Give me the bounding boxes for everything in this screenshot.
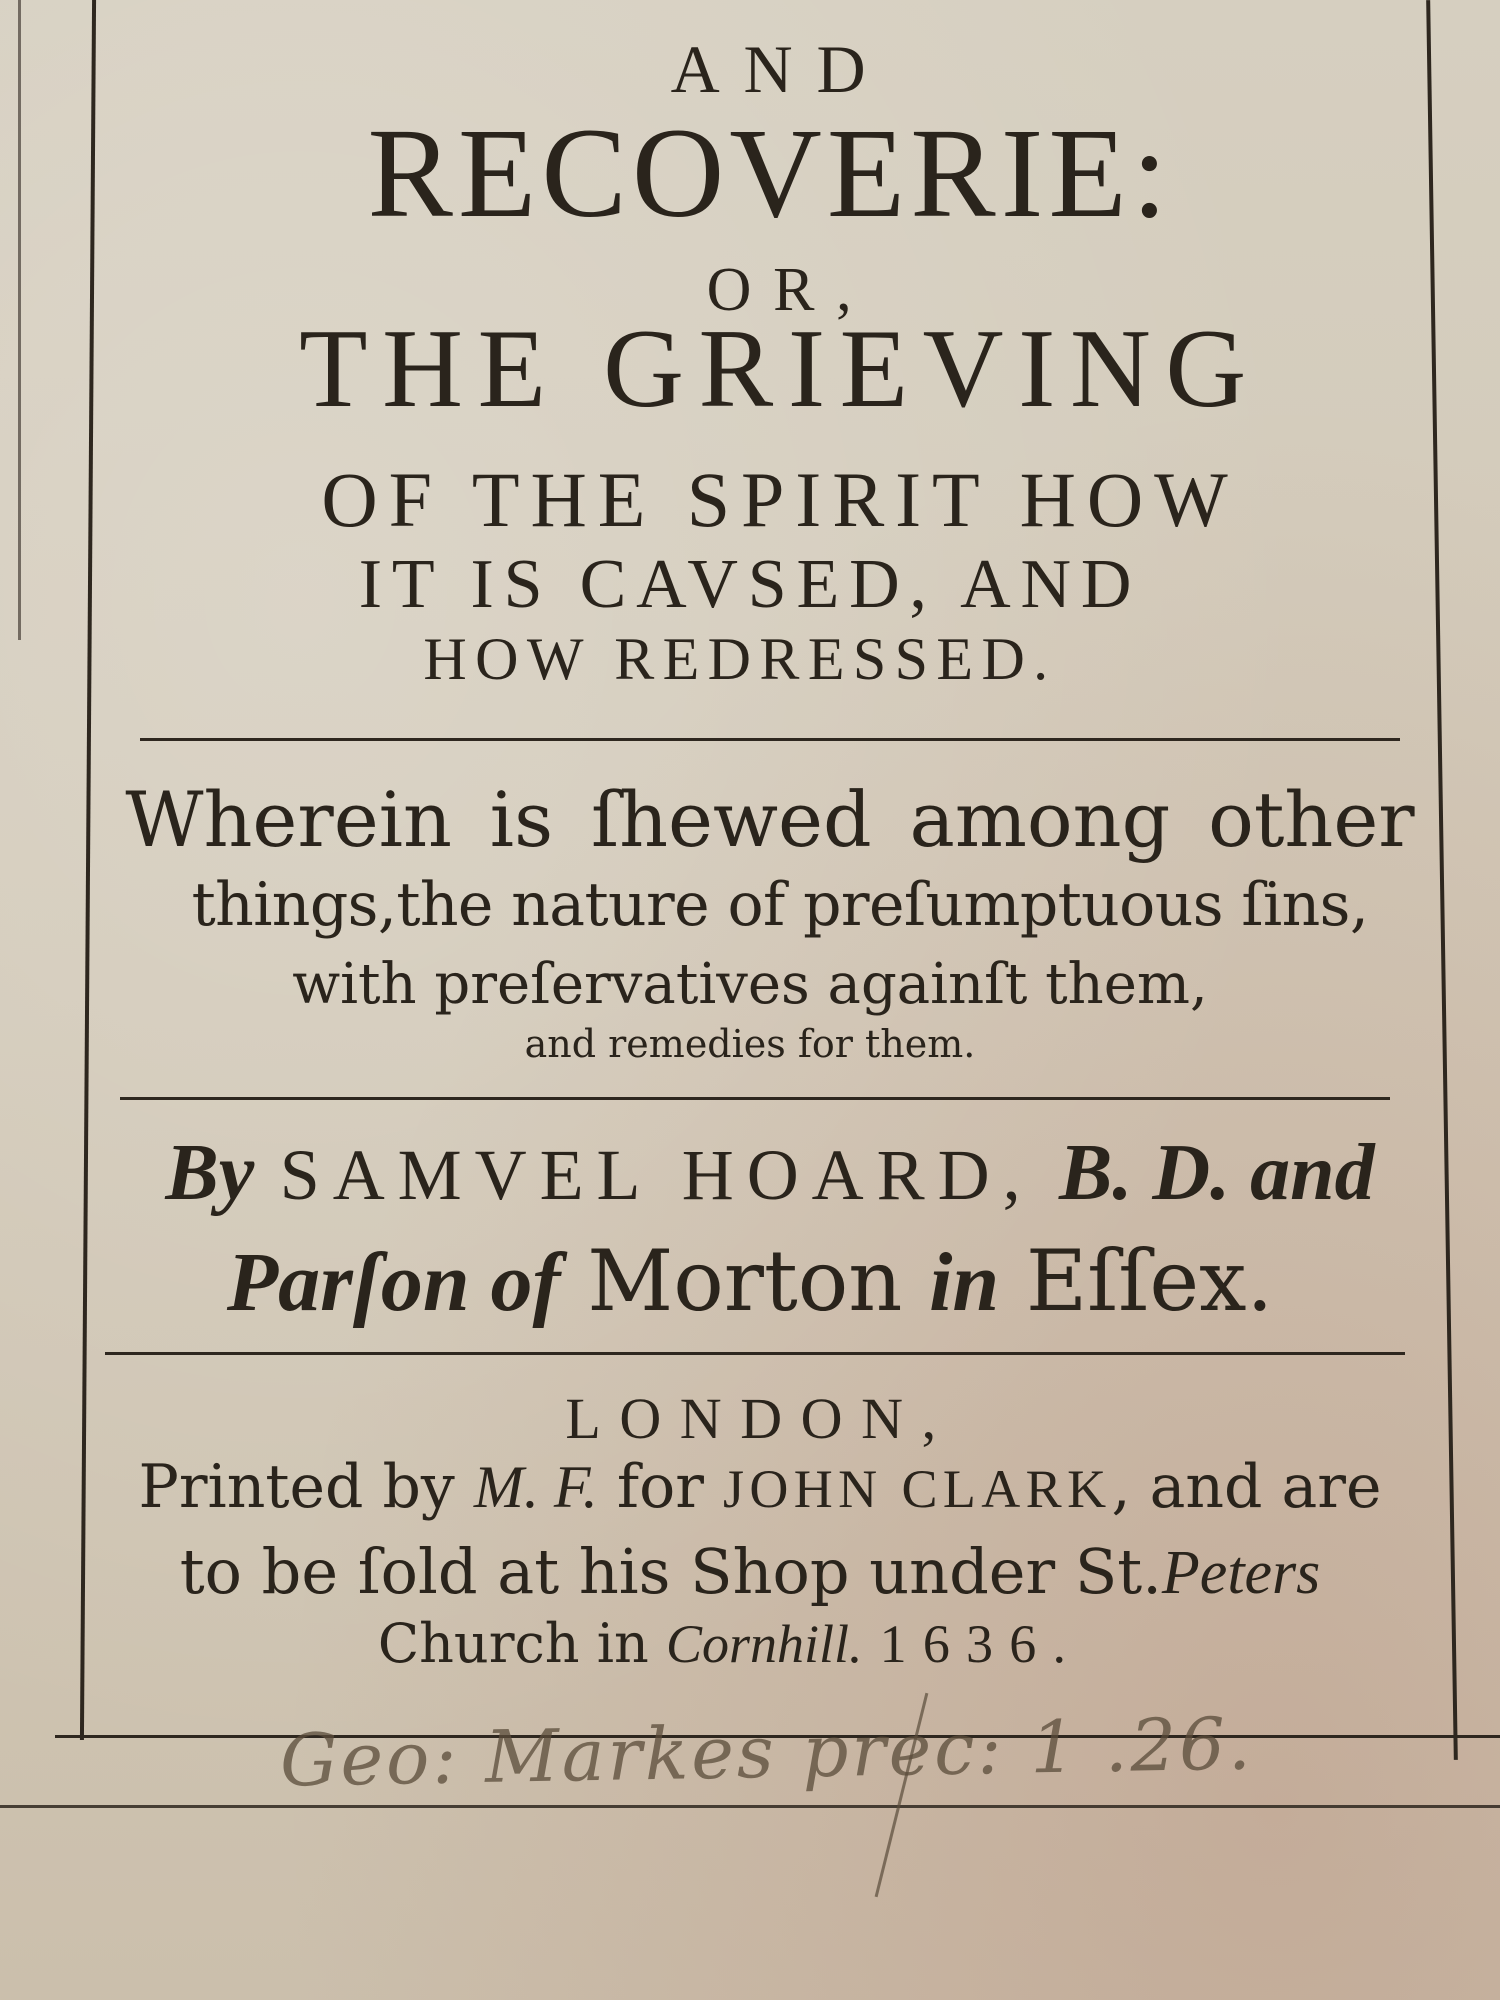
- divider-3: [105, 1352, 1405, 1355]
- imprint-street: Cornhill.: [665, 1614, 863, 1674]
- imprint-line-2: [0, 1535, 1500, 1609]
- divider-2: [120, 1097, 1390, 1100]
- title-spirit: OF THE SPIRIT HOW: [321, 456, 1239, 543]
- imprint-line-1: [10, 1452, 1500, 1522]
- imprint-city: LONDON,: [565, 1386, 955, 1451]
- imprint-and-are: , and are: [1111, 1452, 1382, 1522]
- imprint-bookseller: JOHN CLARK: [722, 1459, 1112, 1519]
- author-degree: B. D. and: [1058, 1129, 1375, 1217]
- imprint-year: 1636.: [879, 1614, 1083, 1674]
- description-line-4: and remedies for them.: [524, 1022, 976, 1066]
- title-redressed: HOW REDRESSED.: [423, 626, 1057, 692]
- imprint-church: Church in: [377, 1612, 649, 1675]
- author-place: Morton: [587, 1232, 903, 1330]
- author-in: in: [929, 1236, 1000, 1329]
- divider-1: [140, 738, 1400, 741]
- description-line-2: things,the nature of preſumptuous ſins,: [191, 870, 1369, 940]
- title-or: OR,: [706, 256, 874, 324]
- handwritten-inscription: Geo: Markes prec: 1 .26.: [279, 1701, 1255, 1803]
- imprint-printed-by: Printed by: [138, 1452, 455, 1522]
- author-name: SAMVEL HOARD,: [279, 1135, 1034, 1215]
- title-grieving: THE GRIEVING: [299, 307, 1261, 431]
- title-recoverie: RECOVERIE:: [367, 102, 1173, 244]
- author-parson: Parſon of: [226, 1236, 561, 1329]
- imprint-church-name: Peters: [1161, 1539, 1321, 1607]
- imprint-line-3: [0, 1612, 1480, 1675]
- description-line-3: with preſervatives againſt them,: [292, 952, 1208, 1017]
- outer-left-line: [18, 0, 21, 640]
- bottom-rule-2: [0, 1805, 1500, 1808]
- imprint-printer: M. F.: [473, 1454, 598, 1520]
- author-county: Eſſex.: [1025, 1232, 1274, 1330]
- imprint-sold-at: to be ſold at his Shop under St.: [179, 1535, 1162, 1608]
- title-caused: IT IS CAVSED, AND: [358, 546, 1142, 623]
- imprint-for: for: [616, 1452, 704, 1522]
- author-line: [20, 1125, 1500, 1219]
- parson-line: [0, 1232, 1500, 1331]
- title-and: AND: [670, 31, 890, 107]
- author-by: By: [165, 1129, 255, 1217]
- description-line-1: Wherein is ſhewed among other: [125, 775, 1415, 864]
